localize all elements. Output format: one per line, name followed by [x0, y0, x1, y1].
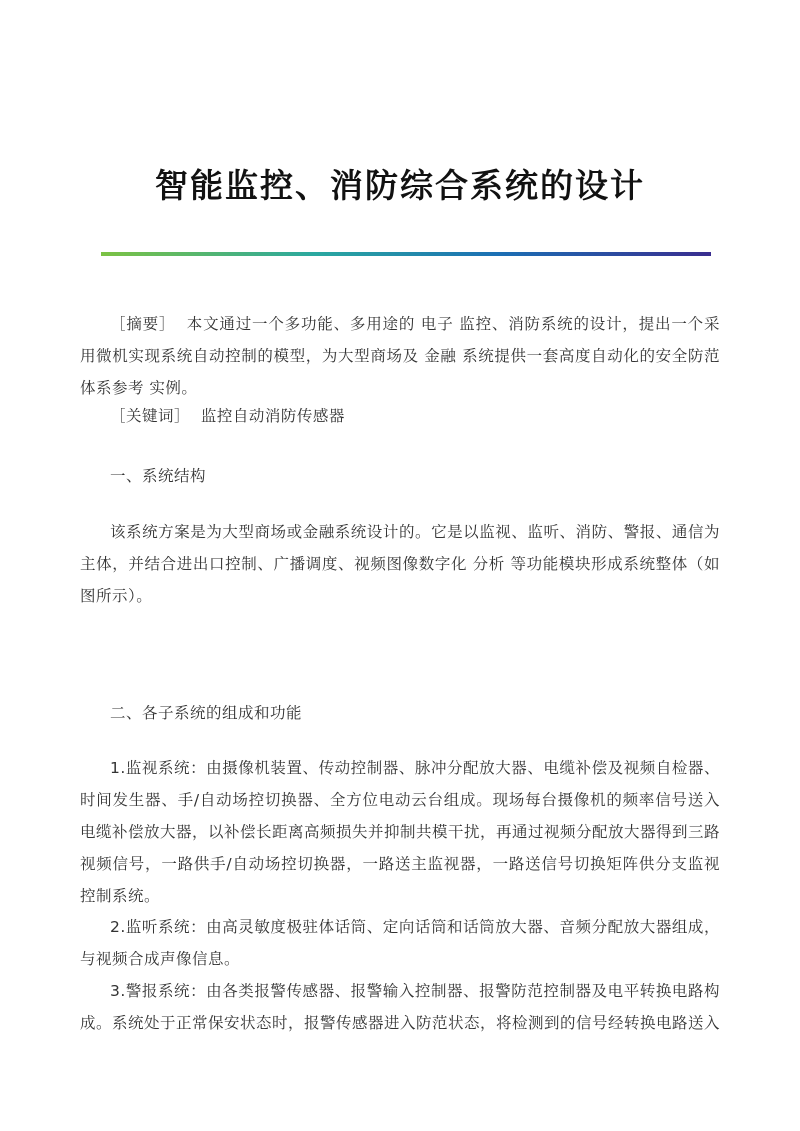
section-heading-1: 一、系统结构 [110, 467, 207, 485]
section-heading-2: 二、各子系统的组成和功能 [110, 704, 303, 722]
abstract-label: ［摘要］ [110, 315, 176, 333]
abstract-text: 本文通过一个多功能、多用途的 电子 监控、消防系统的设计，提出一个采用微机实现系统自动控制的模型，为大型商场及 金融 系统提供一套高度自动化的安全防范体系参考 实例。 [80, 315, 720, 397]
section-1-paragraph: 该系统方案是为大型商场或金融系统设计的。它是以监视、监听、消防、警报、通信为主体，并结合进出口控制、广播调度、视频图像数字化 分析 等功能模块形成系统整体（如图所示）。 [80, 523, 720, 605]
list-item-alarm: 3.警报系统：由各类报警传感器、报警输入控制器、报警防范控制器及电平转换电路构成。系统处于正常保安状态时，报警传感器进入防范状态，将检测到的信号经转换电路送入 [80, 982, 721, 1032]
keywords-paragraph [80, 400, 720, 432]
list-item-monitoring: 1.监视系统：由摄像机装置、传动控制器、脉冲分配放大器、电缆补偿及视频自检器、时间发生器、手/自动场控切换器、全方位电动云台组成。现场每台摄像机的频率信号送入电缆补偿放大器，以补偿长距离高频损失并抑制共模干扰，再通过视频分配放大器得到三路视频信号，一路供手/自动场控切换器，一路送主监视器，一路送信号切换矩阵供分支监视控制系统。 [80, 759, 721, 905]
list-item-listening: 2.监听系统：由高灵敏度极驻体话筒、定向话筒和话筒放大器、音频分配放大器组成，与视频合成声像信息。 [80, 918, 720, 968]
abstract-paragraph [80, 308, 720, 404]
keywords-text: 监控自动消防传感器 [200, 407, 345, 425]
keywords-label: ［关键词］ [110, 407, 191, 425]
document-title: 智能监控、消防综合系统的设计 [155, 166, 645, 205]
title-divider [101, 252, 711, 256]
